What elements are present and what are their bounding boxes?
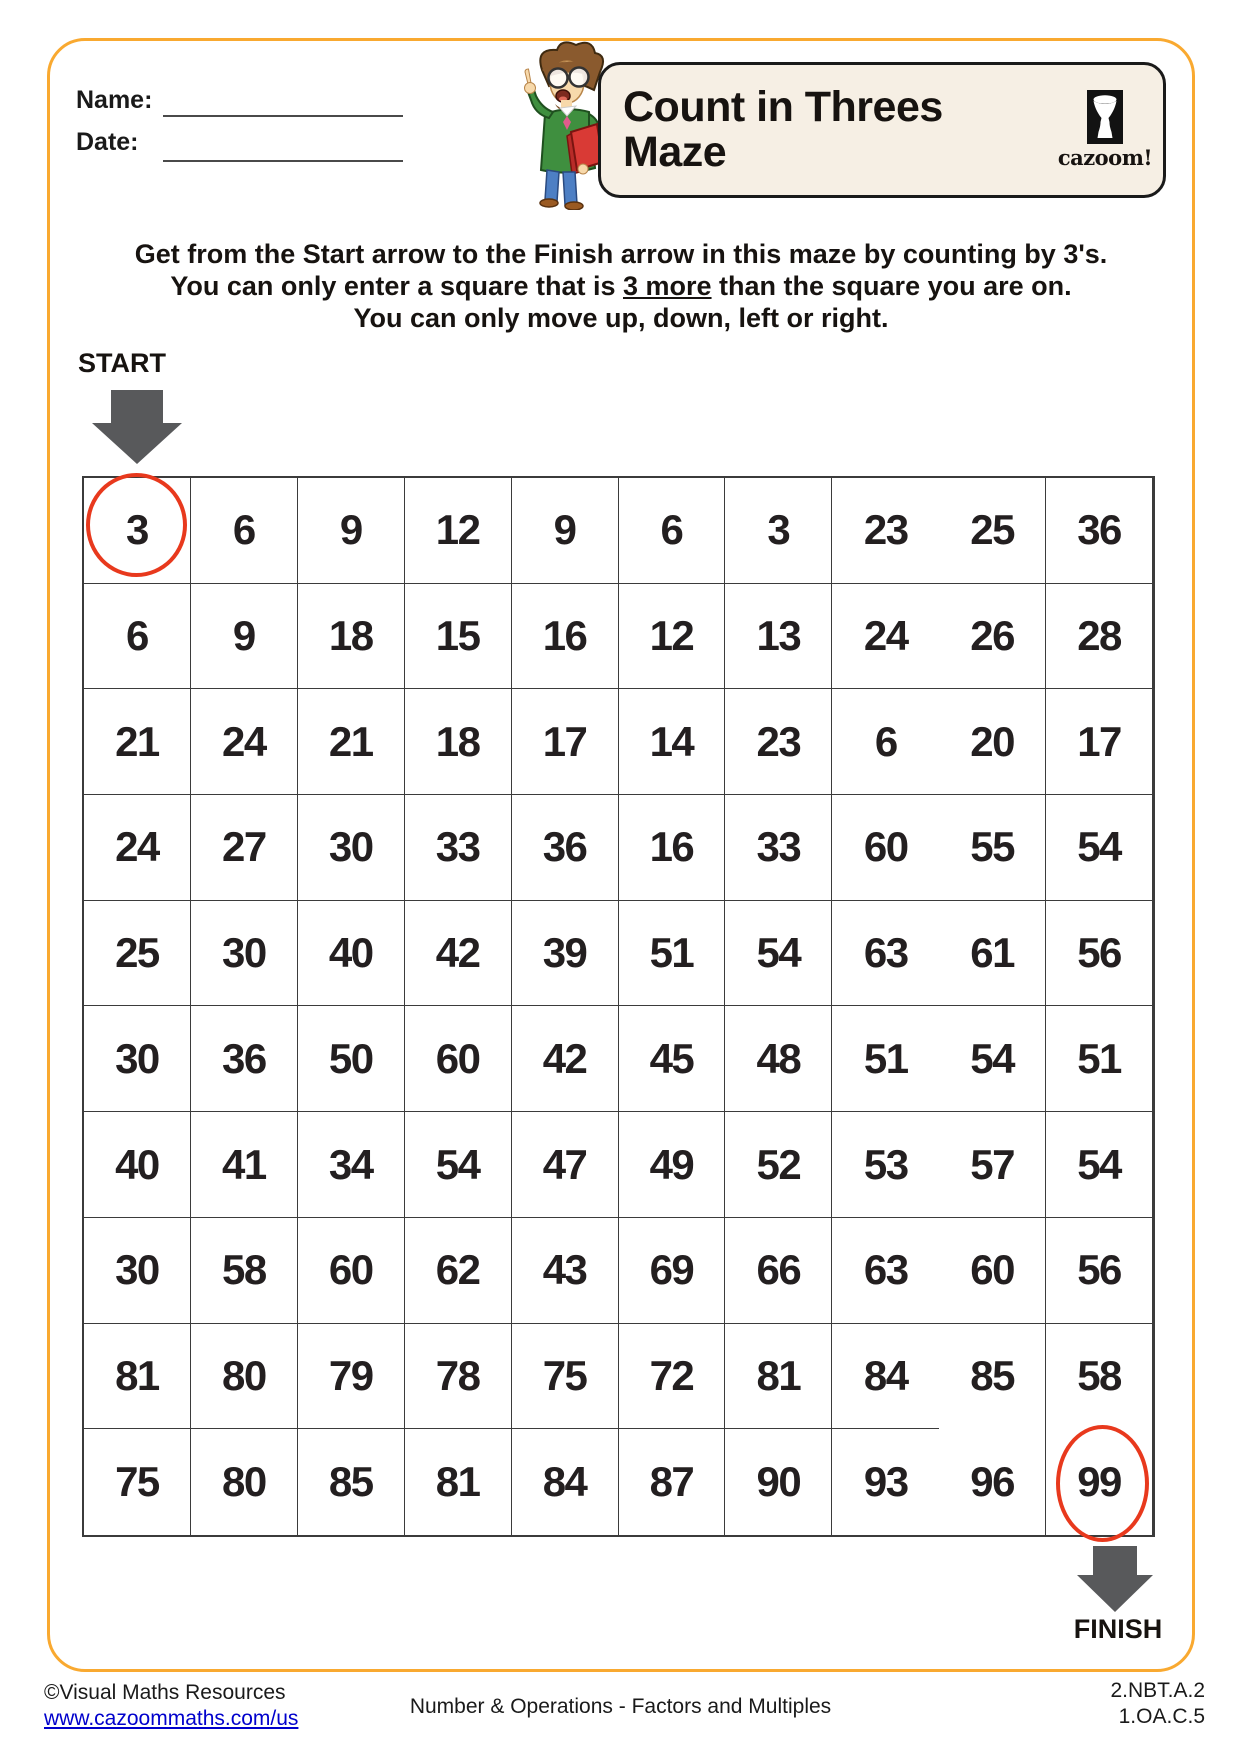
maze-cell: 20 — [939, 689, 1046, 795]
maze-cell: 33 — [725, 795, 832, 901]
maze-cell: 78 — [405, 1324, 512, 1430]
maze-cell: 16 — [512, 584, 619, 690]
finish-label: FINISH — [1073, 1614, 1163, 1644]
maze-cell: 33 — [405, 795, 512, 901]
maze-cell: 28 — [1046, 584, 1153, 690]
maze-cell: 90 — [725, 1429, 832, 1535]
maze-cell: 3 — [725, 478, 832, 584]
maze-cell: 42 — [512, 1006, 619, 1112]
date-label: Date: — [76, 128, 139, 156]
maze-cell: 58 — [1046, 1324, 1153, 1430]
maze-cell: 80 — [191, 1324, 298, 1430]
maze-cell: 6 — [191, 478, 298, 584]
maze-cell: 6 — [619, 478, 726, 584]
maze-cell: 80 — [191, 1429, 298, 1535]
maze-cell: 69 — [619, 1218, 726, 1324]
maze-cell: 23 — [725, 689, 832, 795]
maze-cell: 18 — [405, 689, 512, 795]
maze-cell: 18 — [298, 584, 405, 690]
maze-cell: 63 — [832, 901, 939, 1007]
maze-cell: 40 — [84, 1112, 191, 1218]
maze-cell: 85 — [939, 1324, 1046, 1430]
maze-cell: 14 — [619, 689, 726, 795]
maze-cell: 52 — [725, 1112, 832, 1218]
maze-cell: 51 — [1046, 1006, 1153, 1112]
maze-grid — [82, 476, 1155, 1537]
maze-cell: 60 — [832, 795, 939, 901]
maze-cell: 3 — [84, 478, 191, 584]
maze-cell: 51 — [619, 901, 726, 1007]
maze-cell: 9 — [191, 584, 298, 690]
maze-cell: 13 — [725, 584, 832, 690]
maze-cell: 54 — [725, 901, 832, 1007]
maze-cell: 58 — [191, 1218, 298, 1324]
maze-cell: 26 — [939, 584, 1046, 690]
maze-cell: 79 — [298, 1324, 405, 1430]
maze-cell: 25 — [939, 478, 1046, 584]
maze-cell: 87 — [619, 1429, 726, 1535]
maze-cell: 9 — [512, 478, 619, 584]
cazoom-logo — [1055, 90, 1155, 170]
website-link[interactable]: www.cazoommaths.com/us — [44, 1707, 299, 1730]
maze-cell: 34 — [298, 1112, 405, 1218]
maze-cell: 61 — [939, 901, 1046, 1007]
maze-cell: 54 — [1046, 795, 1153, 901]
maze-cell: 62 — [405, 1218, 512, 1324]
maze-cell: 72 — [619, 1324, 726, 1430]
copyright-text: ©Visual Maths Resources — [44, 1681, 286, 1704]
maze-cell: 36 — [1046, 478, 1153, 584]
standards-block — [1110, 1678, 1205, 1730]
instruction-line-3: You can only move up, down, left or right. — [353, 303, 889, 333]
maze-cell: 60 — [298, 1218, 405, 1324]
maze-cell: 60 — [939, 1218, 1046, 1324]
maze-cell: 41 — [191, 1112, 298, 1218]
maze-cell: 81 — [725, 1324, 832, 1430]
maze-cell: 47 — [512, 1112, 619, 1218]
maze-cell: 36 — [512, 795, 619, 901]
title-box — [598, 62, 1166, 198]
maze-cell: 57 — [939, 1112, 1046, 1218]
maze-cell: 17 — [1046, 689, 1153, 795]
date-fill-line — [163, 160, 403, 162]
djembe-drum-icon — [1087, 90, 1123, 144]
maze-cell: 6 — [832, 689, 939, 795]
instructions — [47, 238, 1195, 334]
maze-cell: 50 — [298, 1006, 405, 1112]
maze-cell: 48 — [725, 1006, 832, 1112]
name-fill-line — [163, 115, 403, 117]
maze-cell: 63 — [832, 1218, 939, 1324]
underlined-3-more: 3 more — [623, 271, 712, 301]
maze-cell: 24 — [832, 584, 939, 690]
topic-text: Number & Operations - Factors and Multiples — [409, 1695, 832, 1718]
maze-cell: 12 — [619, 584, 726, 690]
maze-cell: 81 — [84, 1324, 191, 1430]
maze-cell: 56 — [1046, 901, 1153, 1007]
maze-cell: 30 — [84, 1218, 191, 1324]
maze-cell: 84 — [832, 1324, 939, 1430]
maze-cell: 66 — [725, 1218, 832, 1324]
maze-cell: 75 — [84, 1429, 191, 1535]
maze-cell: 99 — [1046, 1429, 1153, 1535]
maze-cell: 30 — [191, 901, 298, 1007]
finish-arrow-icon — [1077, 1546, 1153, 1612]
maze-cell: 24 — [191, 689, 298, 795]
name-label: Name: — [76, 86, 153, 114]
maze-cell: 51 — [832, 1006, 939, 1112]
start-label: START — [78, 348, 166, 378]
worksheet-title: Count in Threes Maze — [623, 82, 943, 176]
maze-cell: 53 — [832, 1112, 939, 1218]
maze-cell: 30 — [84, 1006, 191, 1112]
maze-cell: 9 — [298, 478, 405, 584]
standard-code-2: 1.OA.C.5 — [1118, 1705, 1205, 1728]
maze-cell: 54 — [939, 1006, 1046, 1112]
maze-cell: 93 — [863, 1458, 908, 1506]
instruction-line-1: Get from the Start arrow to the Finish arrow in this maze by counting by 3's. — [134, 239, 1108, 269]
maze-cell: 75 — [512, 1324, 619, 1430]
maze-cell: 12 — [405, 478, 512, 584]
maze-cell: 42 — [405, 901, 512, 1007]
maze-cell: 43 — [512, 1218, 619, 1324]
maze-cell: 49 — [619, 1112, 726, 1218]
maze-cell: 21 — [84, 689, 191, 795]
maze-cell: 45 — [619, 1006, 726, 1112]
start-arrow-icon — [92, 390, 182, 464]
maze-cell: 16 — [619, 795, 726, 901]
maze-cell: 39 — [512, 901, 619, 1007]
instruction-line-2: You can only enter a square that is 3 more than the square you are on. — [170, 271, 1072, 301]
maze-cell: 81 — [405, 1429, 512, 1535]
maze-cell: 27 — [191, 795, 298, 901]
maze-cell: 17 — [512, 689, 619, 795]
standard-code-1: 2.NBT.A.2 — [1110, 1679, 1205, 1702]
maze-cell: 6 — [84, 584, 191, 690]
cazoom-logo-text: cazoom! — [1057, 145, 1153, 170]
maze-cell: 96 — [939, 1429, 1046, 1535]
maze-cell: 60 — [405, 1006, 512, 1112]
maze-cell: 24 — [84, 795, 191, 901]
maze-cell: 21 — [298, 689, 405, 795]
maze-cell: 40 — [298, 901, 405, 1007]
maze-cell: 36 — [191, 1006, 298, 1112]
maze-cell: 85 — [298, 1429, 405, 1535]
maze-cell: 15 — [405, 584, 512, 690]
maze-cell: 25 — [84, 901, 191, 1007]
maze-cell: 56 — [1046, 1218, 1153, 1324]
maze-cell: 23 — [832, 478, 939, 584]
maze-cell: 55 — [939, 795, 1046, 901]
maze-cell: 54 — [1046, 1112, 1153, 1218]
maze-cell: 84 — [512, 1429, 619, 1535]
maze-cell: 54 — [405, 1112, 512, 1218]
maze-cell: 30 — [298, 795, 405, 901]
